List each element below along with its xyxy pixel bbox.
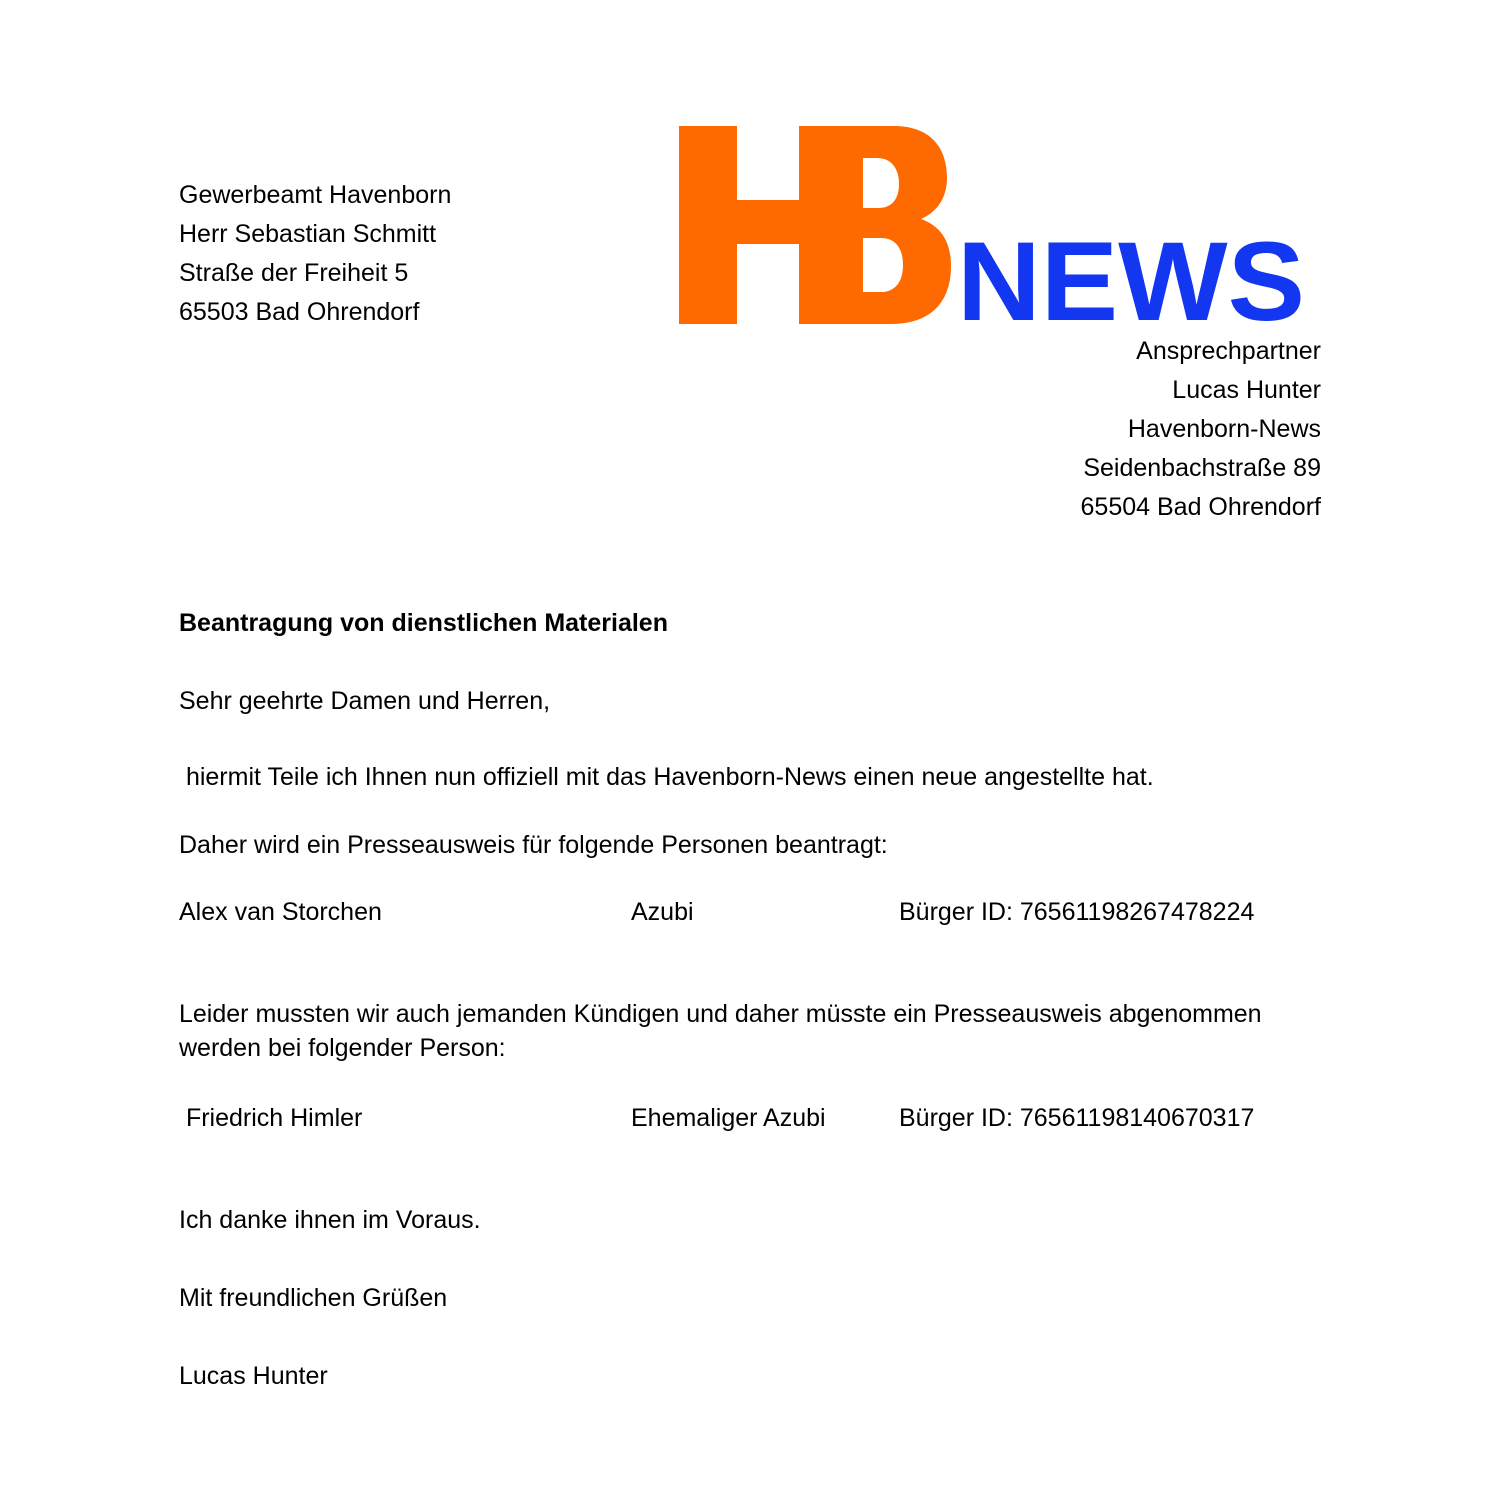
person-name: Friedrich Himler <box>179 1104 363 1132</box>
greeting: Sehr geehrte Damen und Herren, <box>179 687 551 715</box>
person-role: Ehemaliger Azubi <box>631 1104 826 1132</box>
recipient-line-3: Straße der Freiheit 5 <box>179 259 409 287</box>
paragraph-announcement: hiermit Teile ich Ihnen nun offiziell mit das Havenborn-News einen neue angestellte hat. <box>179 763 1154 791</box>
sender-line-2: Lucas Hunter <box>1172 376 1321 404</box>
sender-address <box>1081 332 1321 527</box>
signature: Lucas Hunter <box>179 1362 328 1390</box>
person-role: Azubi <box>631 898 694 926</box>
thanks-line: Ich danke ihnen im Voraus. <box>179 1206 481 1234</box>
person-name: Alex van Storchen <box>179 898 382 926</box>
sender-line-4: Seidenbachstraße 89 <box>1083 454 1321 482</box>
person-id: Bürger ID: 76561198140670317 <box>899 1104 1255 1132</box>
sender-line-1: Ansprechpartner <box>1136 337 1321 365</box>
hb-news-logo <box>679 124 1309 329</box>
recipient-line-2: Herr Sebastian Schmitt <box>179 220 437 248</box>
paragraph-request: Daher wird ein Presseausweis für folgende Personen beantragt: <box>179 831 888 859</box>
subject-line: Beantragung von dienstlichen Materialen <box>179 609 668 637</box>
closing-line: Mit freundlichen Grüßen <box>179 1284 448 1312</box>
hb-letters <box>679 126 951 324</box>
recipient-line-1: Gewerbeamt Havenborn <box>179 181 452 209</box>
recipient-line-4: 65503 Bad Ohrendorf <box>179 298 420 326</box>
news-letters: NEWS <box>957 219 1305 329</box>
paragraph-termination: Leider mussten wir auch jemanden Kündigen und daher müsste ein Presseausweis abgenommen werden bei folgender Person: <box>179 1000 1262 1062</box>
recipient-address <box>179 176 451 332</box>
person-id: Bürger ID: 76561198267478224 <box>899 898 1255 926</box>
sender-line-3: Havenborn-News <box>1127 415 1321 443</box>
sender-line-5: 65504 Bad Ohrendorf <box>1080 493 1321 521</box>
